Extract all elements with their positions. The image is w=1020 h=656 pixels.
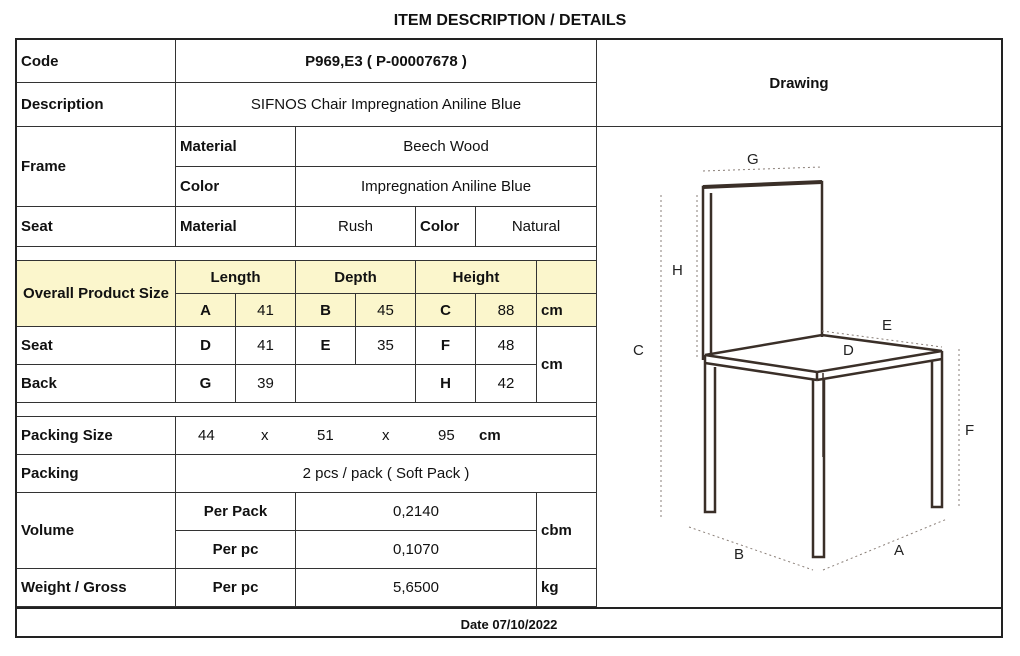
unit-header-blank (537, 261, 597, 294)
dim-line-a (823, 519, 947, 570)
spacer-row (17, 247, 597, 261)
depth-header: Depth (296, 261, 416, 294)
label-f: F (965, 422, 975, 439)
label-e: E (882, 317, 893, 334)
packing-x2: x (382, 427, 390, 444)
size-unit: cm (537, 294, 597, 327)
dim-line-b (689, 527, 813, 570)
packing-height: 95 (438, 427, 455, 444)
code-label: Code (17, 40, 176, 83)
drawing-header: Drawing (597, 40, 1001, 127)
seat-label: Seat (17, 207, 176, 247)
frame-material-value: Beech Wood (296, 127, 597, 167)
dim-b-letter: B (296, 294, 356, 327)
dim-g-value: 39 (236, 365, 296, 403)
dim-a-letter: A (176, 294, 236, 327)
dim-e-value: 35 (356, 327, 416, 365)
label-c: C (633, 342, 644, 359)
packing-width: 51 (317, 427, 334, 444)
dim-a-value: 41 (236, 294, 296, 327)
packing-size-values (176, 417, 597, 455)
overall-size-label: Overall Product Size (17, 261, 176, 327)
height-header: Height (416, 261, 537, 294)
page-title: ITEM DESCRIPTION / DETAILS (393, 12, 627, 29)
description-value: SIFNOS Chair Impregnation Aniline Blue (176, 83, 597, 127)
dim-c-value: 88 (476, 294, 537, 327)
chair-leg-front-left (705, 363, 715, 512)
dim-f-value: 48 (476, 327, 537, 365)
packing-size-unit: cm (479, 427, 501, 444)
label-h: H (672, 262, 683, 279)
length-header: Length (176, 261, 296, 294)
label-g: G (747, 151, 759, 168)
frame-color-label: Color (176, 167, 296, 207)
dim-h-value: 42 (476, 365, 537, 403)
dim-c-letter: C (416, 294, 476, 327)
back-dims-label: Back (17, 365, 176, 403)
dim-e-letter: E (296, 327, 356, 365)
dim-h-letter: H (416, 365, 476, 403)
volume-label: Volume (17, 493, 176, 569)
label-d: D (843, 342, 854, 359)
packing-x1: x (261, 427, 269, 444)
chair-seat-front-edge (705, 363, 817, 380)
chair-back-top (703, 182, 822, 187)
seat-back-unit: cm (537, 327, 597, 403)
weight-label: Weight / Gross (17, 569, 176, 607)
dim-g-letter: G (176, 365, 236, 403)
dim-d-value: 41 (236, 327, 296, 365)
chair-drawing (597, 127, 1003, 607)
packing-value: 2 pcs / pack ( Soft Pack ) (176, 455, 597, 493)
label-a: A (894, 542, 905, 559)
volume-per-pack-label: Per Pack (176, 493, 296, 531)
volume-per-pc-label: Per pc (176, 531, 296, 569)
chair-seat (705, 335, 942, 372)
dim-f-letter: F (416, 327, 476, 365)
chair-drawing-svg (597, 127, 1001, 607)
chair-leg-back-right (932, 359, 942, 507)
weight-unit: kg (537, 569, 597, 607)
chair-back-outline (703, 182, 822, 360)
weight-value: 5,6500 (296, 569, 537, 607)
packing-size-label: Packing Size (17, 417, 176, 455)
seat-material-label: Material (176, 207, 296, 247)
volume-unit: cbm (537, 493, 597, 569)
dim-line-g (703, 167, 822, 171)
seat-dims-label: Seat (17, 327, 176, 365)
code-value: P969,E3 ( P-00007678 ) (176, 40, 597, 83)
packing-label: Packing (17, 455, 176, 493)
description-label: Description (17, 83, 176, 127)
dim-b-value: 45 (356, 294, 416, 327)
volume-per-pc-value: 0,1070 (296, 531, 537, 569)
back-blank (296, 365, 416, 403)
dim-d-letter: D (176, 327, 236, 365)
spacer-row-2 (17, 403, 597, 417)
frame-material-label: Material (176, 127, 296, 167)
label-b: B (734, 546, 745, 563)
frame-label: Frame (17, 127, 176, 207)
packing-length: 44 (198, 427, 215, 444)
frame-color-value: Impregnation Aniline Blue (296, 167, 597, 207)
date-footer: Date 07/10/2022 (17, 607, 1001, 640)
seat-color-value: Natural (476, 207, 597, 247)
details-table (15, 38, 1003, 638)
seat-color-label: Color (416, 207, 476, 247)
volume-per-pack-value: 0,2140 (296, 493, 537, 531)
seat-material-value: Rush (296, 207, 416, 247)
weight-per-pc-label: Per pc (176, 569, 296, 607)
